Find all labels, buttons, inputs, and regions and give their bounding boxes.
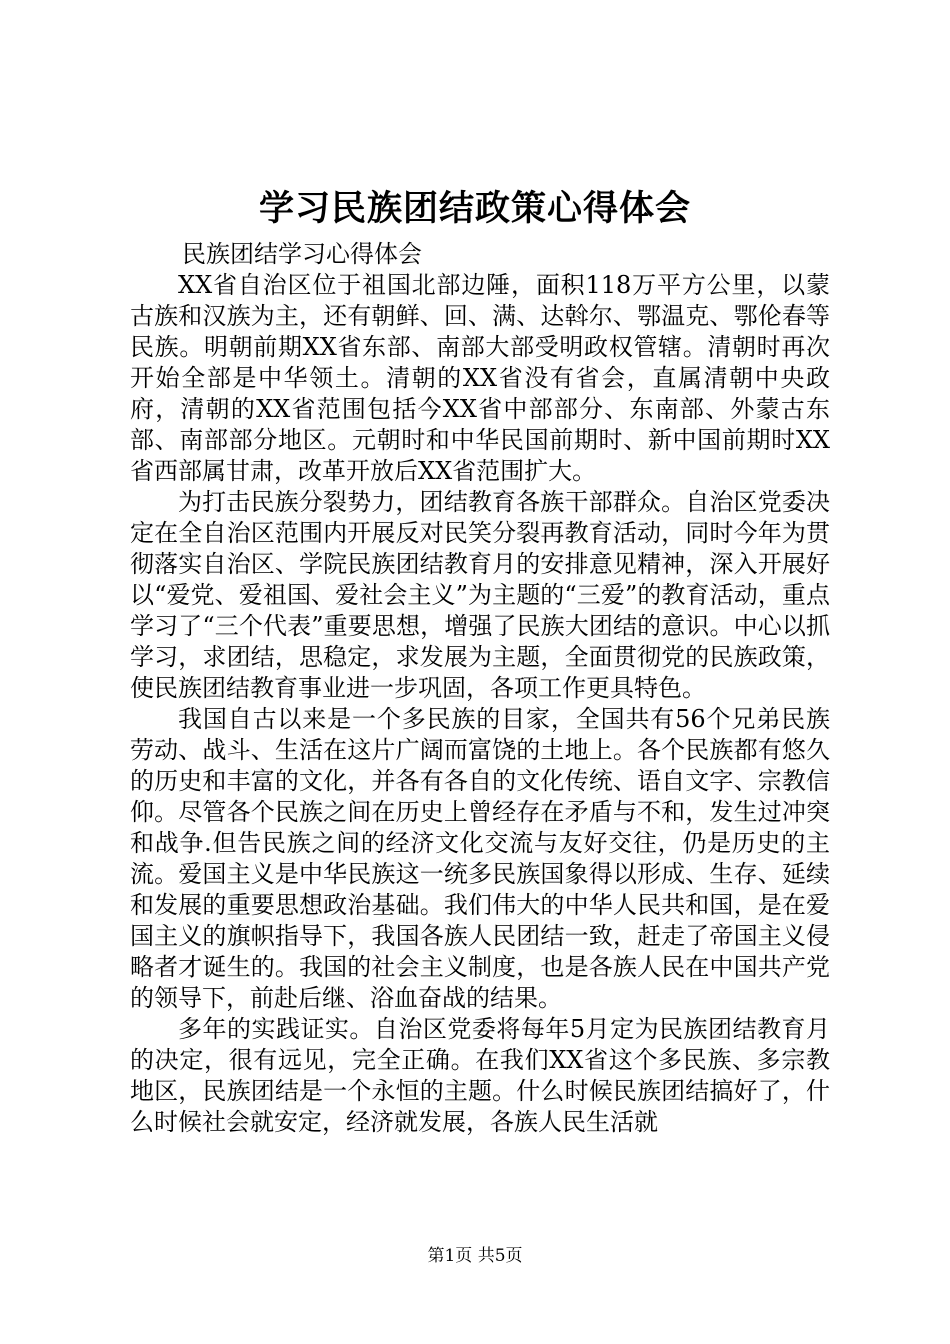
- document-subtitle: 民族团结学习心得体会: [182, 240, 422, 268]
- page-number-footer: 第1页 共5页: [427, 1246, 523, 1266]
- paragraph: 为打击民族分裂势力，团结教育各族干部群众。自治区党委决定在全自治区范围内开展反对民笑分裂再教育活动，同时今年为贯彻落实自治区、学院民族团结教育月的安排意见精神，深入开展好以“爱党、爱祖国、爱社会主义”为主题的“三爱”的教育活动，重点学习了“三个代表”重要思想，增强了民族大团结的意识。中心以抓学习，求团结，思稳定，求发展为主题，全面贯彻党的民族政策，使民族团结教育事业进一步巩固，各项工作更具特色。: [130, 488, 830, 702]
- paragraph: XX省自治区位于祖国北部边陲，面积118万平方公里，以蒙古族和汉族为主，还有朝鲜、回、满、达斡尔、鄂温克、鄂伦春等民族。明朝前期XX省东部、南部大部受明政权管辖。清朝时再次开始全部是中华领土。清朝的XX省没有省会，直属清朝中央政府，清朝的XX省范围包括今XX省中部部分、东南部、外蒙古东部、南部部分地区。元朝时和中华民国前期时、新中国前期时XX省西部属甘肃，改革开放后XX省范围扩大。: [130, 271, 830, 485]
- paragraph: 多年的实践证实。自治区党委将每年5月定为民族团结教育月的决定，很有远见，完全正确。在我们XX省这个多民族、多宗教地区，民族团结是一个永恒的主题。什么时候民族团结搞好了，什么时候社会就安定，经济就发展，各族人民生活就: [130, 1015, 830, 1136]
- document-body: [130, 270, 830, 1138]
- document-title: 学习民族团结政策心得体会: [258, 188, 691, 229]
- paragraph: 我国自古以来是一个多民族的目家，全国共有56个兄弟民族劳动、战斗、生活在这片广阔而富饶的土地上。各个民族都有悠久的历史和丰富的文化，并各有各自的文化传统、语自文字、宗教信仰。尽管各个民族之间在历史上曾经存在矛盾与不和，发生过冲突和战争.但告民族之间的经济文化交流与友好交往，仍是历史的主流。爱国主义是中华民族这一统多民族国象得以形成、生存、延续和发展的重要思想政治基础。我们伟大的中华人民共和国，是在爱国主义的旗帜指导下，我国各族人民团结一致，赶走了帝国主义侵略者才诞生的。我国的社会主义制度，也是各族人民在中国共产党的领导下，前赴后继、浴血奋战的结果。: [130, 705, 830, 1012]
